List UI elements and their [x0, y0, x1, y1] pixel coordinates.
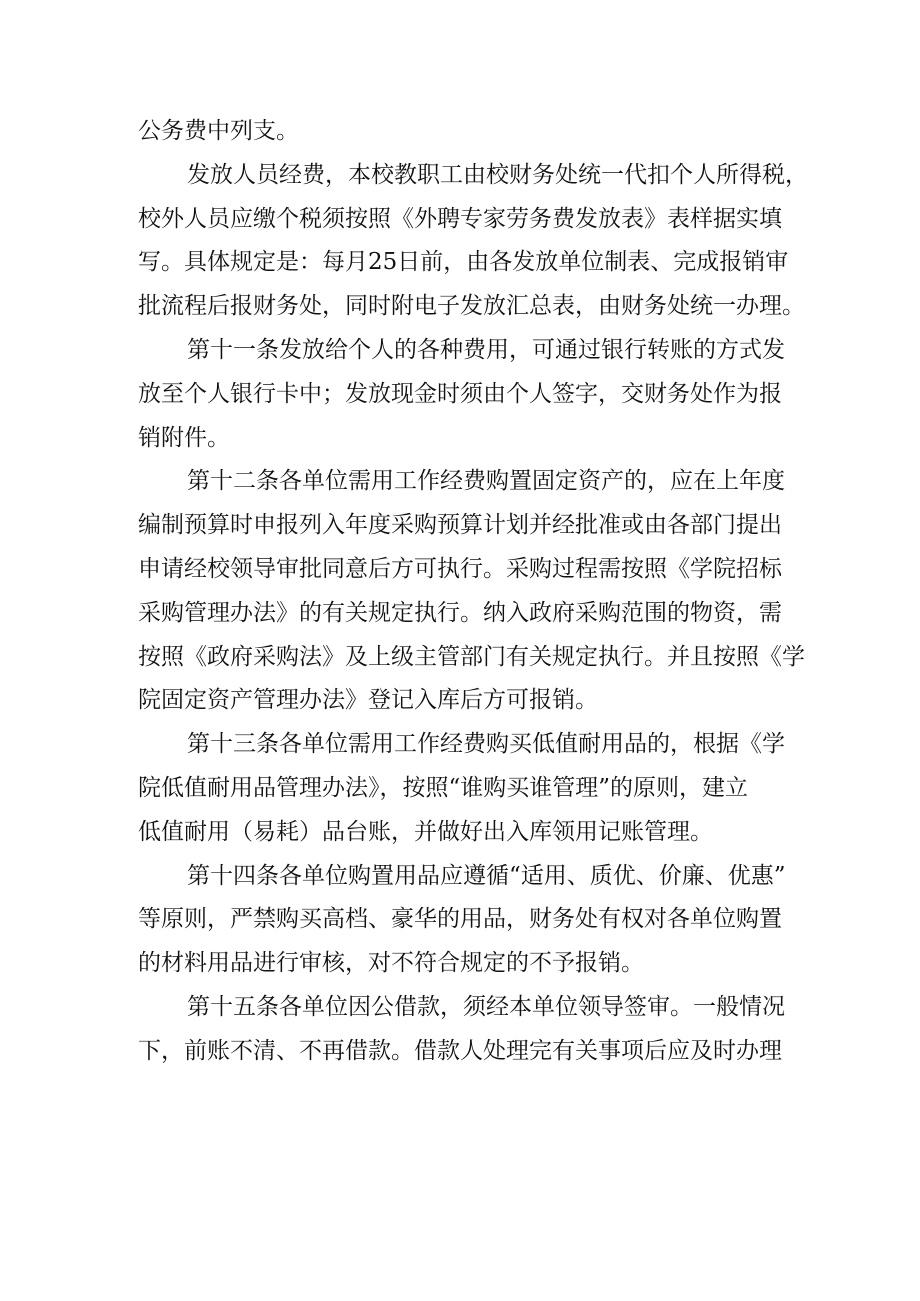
text-line-1: 公务费中列支。: [138, 118, 299, 144]
text-line-6: 第十一条发放给个人的各种费用，可通过银行转账的方式发: [187, 336, 785, 363]
text-line-7: 放至个人银行卡中；发放现金时须由个人签字，交财务处作为报: [138, 380, 782, 407]
text-line-2: 发放人员经费，本校教职工由校财务处统一代扣个人所得税，: [187, 161, 808, 188]
text-line-21: 第十五条各单位因公借款，须经本单位领导签审。一般情况: [187, 993, 785, 1020]
text-line-16: 院低值耐用品管理办法》，按照“谁购买谁管理”的原则，建立: [138, 774, 749, 801]
text-line-8: 销附件。: [138, 424, 230, 451]
text-line-11: 申请经校领导审批同意后方可执行。采购过程需按照《学院招标: [138, 555, 782, 582]
text-line-10: 编制预算时申报列入年度采购预算计划并经批准或由各部门提出: [138, 512, 782, 539]
text-line-12: 采购管理办法》的有关规定执行。纳入政府采购范围的物资，需: [138, 599, 782, 626]
text-line-22: 下，前账不清、不再借款。借款人处理完有关事项后应及时办理: [138, 1037, 782, 1064]
text-line-4: 写。具体规定是：每月25日前，由各发放单位制表、完成报销审: [138, 249, 789, 276]
text-line-18: 第十四条各单位购置用品应遵循“适用、质优、价廉、优惠”: [187, 862, 786, 889]
text-line-20: 的材料用品进行审核，对不符合规定的不予报销。: [138, 950, 644, 977]
text-line-15: 第十三条各单位需用工作经费购买低值耐用品的，根据《学: [187, 731, 785, 758]
text-line-5: 批流程后报财务处，同时附电子发放汇总表，由财务处统一办理。: [138, 293, 805, 320]
document-body: [138, 110, 808, 1074]
text-line-19: 等原则，严禁购买高档、豪华的用品，财务处有权对各单位购置: [138, 906, 782, 933]
text-line-3: 校外人员应缴个税须按照《外聘专家劳务费发放表》表样据实填: [138, 205, 782, 232]
text-line-17: 低值耐用（易耗）品台账，并做好出入库领用记账管理。: [138, 818, 713, 845]
text-line-9: 第十二条各单位需用工作经费购置固定资产的，应在上年度: [187, 468, 785, 495]
text-line-13: 按照《政府采购法》及上级主管部门有关规定执行。并且按照《学: [138, 643, 805, 670]
text-line-14: 院固定资产管理办法》登记入库后方可报销。: [138, 687, 598, 714]
